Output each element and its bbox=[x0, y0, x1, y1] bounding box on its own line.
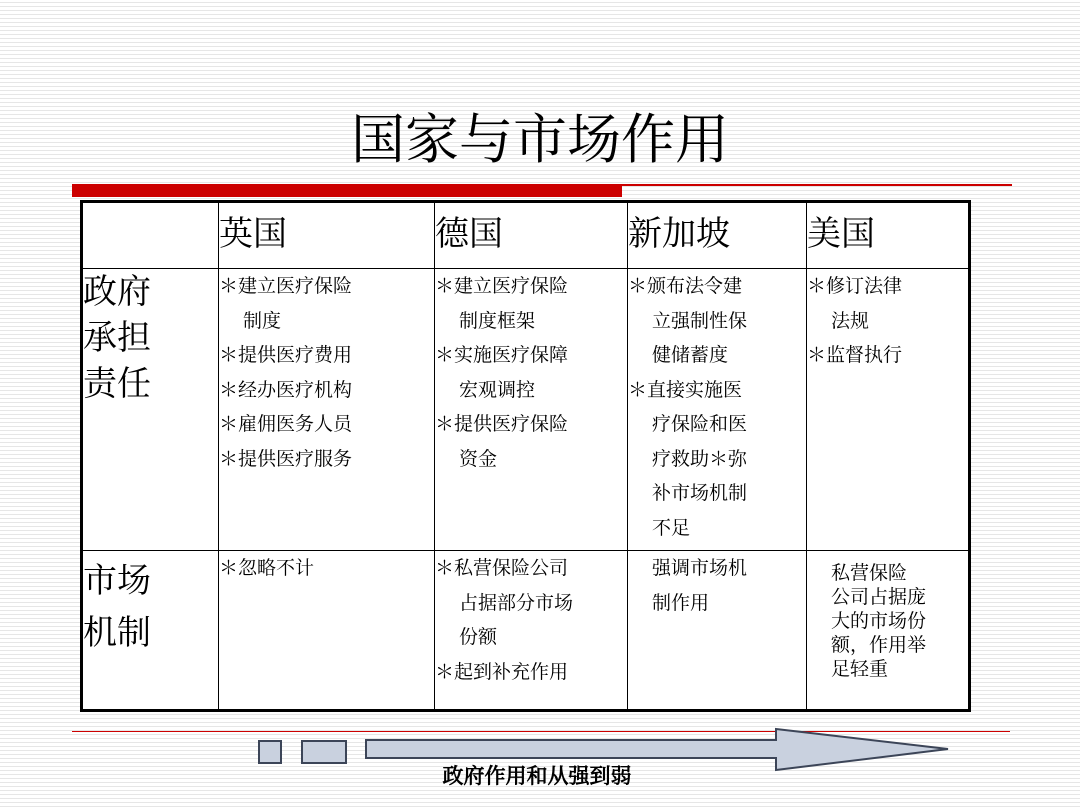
cell-text: 资金 bbox=[459, 447, 498, 470]
cell-text-line bbox=[219, 338, 434, 373]
asterisk-bullet-icon: ＊ bbox=[219, 344, 239, 366]
cell-text: 直接实施医 bbox=[647, 378, 743, 401]
cell-text-line bbox=[807, 304, 968, 339]
cell-text: 起到补充作用 bbox=[454, 660, 569, 683]
cell-text: 忽略不计 bbox=[238, 557, 315, 579]
row-label-line: 责任 bbox=[83, 364, 151, 404]
cell-text: 强调市场机 bbox=[652, 557, 748, 579]
row-label-line: 市场 bbox=[83, 561, 151, 601]
cell-text-line bbox=[807, 657, 968, 681]
cell-text: 足轻重 bbox=[831, 658, 889, 680]
cell-text-line bbox=[807, 561, 968, 585]
cell-text: 雇佣医务人员 bbox=[238, 413, 353, 435]
asterisk-bullet-icon: ＊ bbox=[435, 557, 455, 579]
cell-text-line bbox=[628, 586, 806, 621]
cell-text-line bbox=[435, 655, 627, 690]
cell-text: 制度 bbox=[243, 309, 282, 332]
table-row-government bbox=[82, 269, 970, 551]
asterisk-bullet-icon: ＊ bbox=[628, 378, 648, 401]
cell-text-line bbox=[628, 511, 806, 546]
cell-text-line bbox=[628, 338, 806, 373]
cell-text-line bbox=[628, 407, 806, 442]
title-underline-thin bbox=[622, 184, 1012, 186]
cell-government-usa bbox=[807, 269, 970, 551]
cell-text-line bbox=[435, 304, 627, 339]
cell-text: 颁布法令建 bbox=[647, 275, 743, 297]
cell-text-line bbox=[628, 269, 806, 304]
cell-text: 公司占据庞 bbox=[831, 586, 927, 608]
cell-text: 提供医疗服务 bbox=[238, 447, 353, 470]
cell-market-germany bbox=[435, 551, 628, 711]
cell-text: 立强制性保 bbox=[652, 309, 748, 332]
cell-text-line bbox=[219, 551, 434, 586]
progress-square-small bbox=[258, 740, 282, 764]
cell-text: 不足 bbox=[652, 516, 691, 539]
row-label-market bbox=[82, 551, 219, 711]
header-corner bbox=[82, 202, 219, 269]
cell-text-line bbox=[807, 585, 968, 609]
cell-text-line bbox=[628, 304, 806, 339]
cell-text-line bbox=[807, 633, 968, 657]
header-usa: 美国 bbox=[807, 202, 970, 269]
asterisk-bullet-icon: ＊ bbox=[628, 275, 648, 297]
cell-text-line bbox=[435, 551, 627, 586]
asterisk-bullet-icon: ＊ bbox=[435, 413, 455, 435]
table-header-row bbox=[82, 202, 970, 269]
cell-text-line bbox=[807, 269, 968, 304]
progress-square-wide bbox=[301, 740, 347, 764]
cell-market-uk bbox=[219, 551, 435, 711]
comparison-table bbox=[80, 200, 971, 712]
asterisk-bullet-icon: ＊ bbox=[219, 275, 239, 297]
header-uk: 英国 bbox=[219, 202, 435, 269]
header-singapore: 新加坡 bbox=[628, 202, 807, 269]
cell-text: 经办医疗机构 bbox=[238, 378, 353, 401]
row-label-line: 政府 bbox=[83, 272, 151, 312]
cell-text: 私营保险 bbox=[831, 562, 908, 584]
cell-text-line bbox=[219, 442, 434, 477]
cell-text: 健储蓄度 bbox=[652, 344, 729, 366]
cell-text: 修订法律 bbox=[826, 275, 903, 297]
cell-text-line bbox=[628, 551, 806, 586]
row-label-line: 承担 bbox=[83, 318, 151, 358]
cell-text-line bbox=[435, 269, 627, 304]
cell-text-line bbox=[219, 269, 434, 304]
cell-text: 大的市场份 bbox=[831, 610, 927, 632]
cell-text-line bbox=[435, 586, 627, 621]
asterisk-bullet-icon: ＊ bbox=[219, 413, 239, 435]
cell-text-line bbox=[219, 304, 434, 339]
cell-text-line bbox=[219, 407, 434, 442]
cell-text: 份额 bbox=[459, 626, 498, 648]
asterisk-bullet-icon: ＊ bbox=[219, 557, 239, 579]
cell-government-germany bbox=[435, 269, 628, 551]
asterisk-bullet-icon: ＊ bbox=[219, 378, 239, 401]
row-label-government bbox=[82, 269, 219, 551]
cell-text: 法规 bbox=[831, 309, 870, 332]
cell-text: 提供医疗费用 bbox=[238, 344, 353, 366]
cell-text: 建立医疗保险 bbox=[238, 275, 353, 297]
asterisk-bullet-icon: ＊ bbox=[219, 447, 239, 470]
title-underline-thick bbox=[72, 184, 622, 197]
cell-text-line bbox=[435, 373, 627, 408]
slide-title: 国家与市场作用 bbox=[351, 108, 729, 171]
cell-text: 疗保险和医 bbox=[652, 413, 748, 435]
cell-government-singapore bbox=[628, 269, 807, 551]
cell-text: 额，作用举 bbox=[831, 634, 927, 656]
cell-text: 占据部分市场 bbox=[459, 591, 574, 614]
asterisk-bullet-icon: ＊ bbox=[807, 344, 827, 366]
cell-text-line bbox=[628, 476, 806, 511]
cell-text-line bbox=[435, 442, 627, 477]
cell-text: 建立医疗保险 bbox=[454, 275, 569, 297]
cell-text: 制作用 bbox=[652, 591, 710, 614]
cell-text-line bbox=[435, 407, 627, 442]
cell-government-uk bbox=[219, 269, 435, 551]
cell-text: 制度框架 bbox=[459, 309, 536, 332]
asterisk-bullet-icon: ＊ bbox=[435, 275, 455, 297]
table-row-market bbox=[82, 551, 970, 711]
asterisk-bullet-icon: ＊ bbox=[807, 275, 827, 297]
cell-text: 补市场机制 bbox=[652, 482, 748, 504]
cell-text-line bbox=[435, 620, 627, 655]
cell-text-line bbox=[807, 338, 968, 373]
cell-text-line bbox=[628, 442, 806, 477]
cell-text: 提供医疗保险 bbox=[454, 413, 569, 435]
cell-text-line bbox=[628, 373, 806, 408]
cell-text: 监督执行 bbox=[826, 344, 903, 366]
row-label-line: 机制 bbox=[83, 613, 151, 653]
cell-text: 私营保险公司 bbox=[454, 557, 569, 579]
cell-text-line bbox=[435, 338, 627, 373]
cell-market-usa bbox=[807, 551, 970, 711]
arrow-caption: 政府作用和从强到弱 bbox=[442, 764, 632, 788]
header-germany: 德国 bbox=[435, 202, 628, 269]
asterisk-bullet-icon: ＊ bbox=[435, 660, 455, 683]
cell-text: 实施医疗保障 bbox=[454, 344, 569, 366]
cell-text: 宏观调控 bbox=[459, 378, 536, 401]
cell-text: 疗救助＊弥 bbox=[652, 447, 748, 470]
cell-market-singapore bbox=[628, 551, 807, 711]
asterisk-bullet-icon: ＊ bbox=[435, 344, 455, 366]
cell-text-line bbox=[807, 609, 968, 633]
cell-text-line bbox=[219, 373, 434, 408]
